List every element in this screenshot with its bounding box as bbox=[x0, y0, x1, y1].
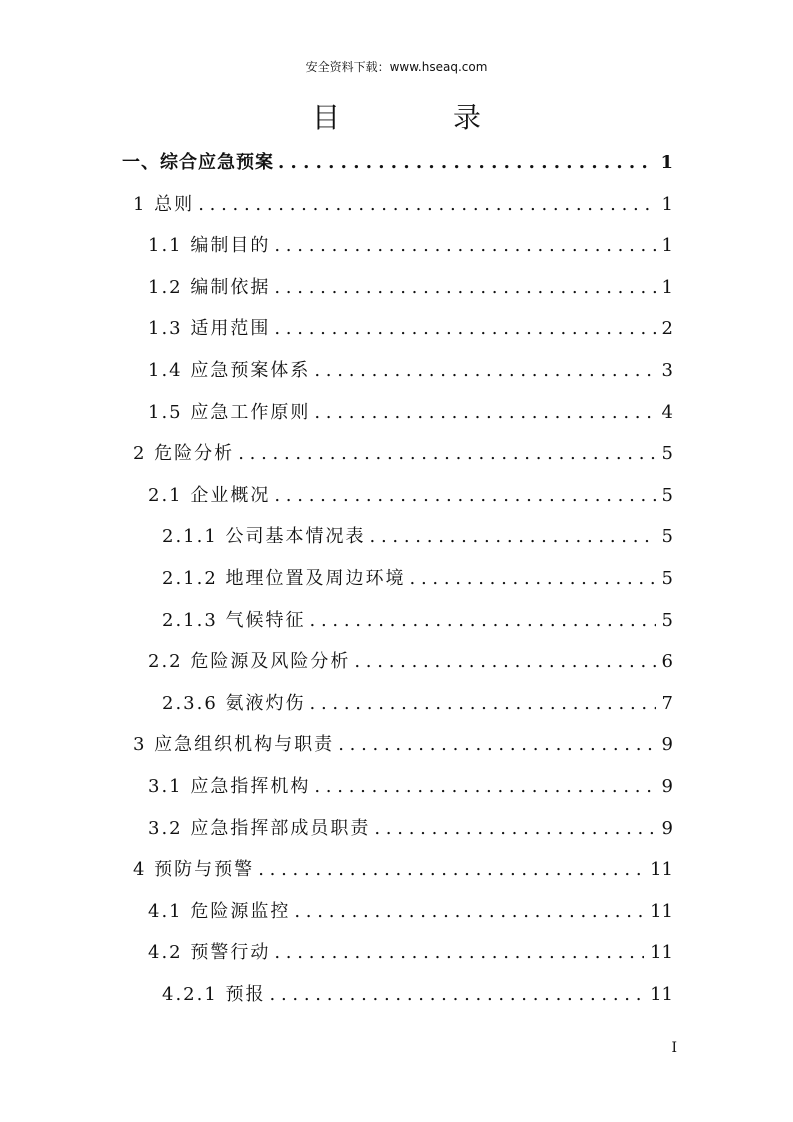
toc-entry[interactable] bbox=[133, 437, 673, 471]
toc-entry-page: 5 bbox=[661, 443, 673, 465]
toc-entry-page: 6 bbox=[661, 651, 673, 673]
toc-entry-label: 1.2 编制依据 bbox=[148, 276, 271, 298]
toc-entry-label: 4.2 预警行动 bbox=[148, 942, 271, 964]
dot-leader bbox=[274, 271, 655, 305]
toc-entry[interactable] bbox=[162, 562, 673, 596]
dot-leader bbox=[274, 479, 655, 513]
page-number: I bbox=[671, 1040, 677, 1056]
toc-entry-page: 2 bbox=[661, 318, 673, 340]
dot-leader bbox=[354, 645, 655, 679]
toc-entry-page: 1 bbox=[660, 152, 673, 173]
dot-leader bbox=[274, 312, 655, 346]
toc-entry-page: 11 bbox=[650, 900, 673, 922]
dot-leader bbox=[314, 354, 655, 388]
toc-entry-label: 1 总则 bbox=[133, 193, 195, 215]
toc-entry-label: 1.5 应急工作原则 bbox=[148, 401, 311, 423]
toc-entry-page: 4 bbox=[661, 401, 673, 423]
toc-entry[interactable] bbox=[148, 271, 673, 305]
toc-entry[interactable] bbox=[133, 853, 673, 887]
toc-entry-label: 3.1 应急指挥机构 bbox=[148, 776, 311, 797]
toc-entry-page: 7 bbox=[661, 692, 673, 714]
toc-entry[interactable] bbox=[148, 645, 673, 679]
toc-entry[interactable] bbox=[148, 312, 673, 346]
toc-entry-label: 2.1.2 地理位置及周边环境 bbox=[162, 568, 406, 589]
dot-leader bbox=[270, 978, 645, 1012]
dot-leader bbox=[338, 728, 655, 762]
dot-leader bbox=[314, 396, 655, 430]
dot-leader bbox=[278, 146, 654, 180]
toc-entry-label: 2.1.1 公司基本情况表 bbox=[162, 526, 366, 548]
toc-entry[interactable] bbox=[148, 936, 673, 970]
toc-entry[interactable] bbox=[148, 479, 673, 513]
toc-entry-page: 11 bbox=[650, 942, 673, 964]
toc-entry[interactable] bbox=[133, 728, 673, 762]
toc-entry-page: 5 bbox=[661, 484, 673, 506]
toc-entry-page: 5 bbox=[661, 526, 673, 548]
dot-leader bbox=[374, 812, 655, 846]
toc-entry-label: 4.2.1 预报 bbox=[162, 984, 266, 1005]
toc-entry-page: 3 bbox=[661, 360, 673, 381]
toc-entry-label: 2.2 危险源及风险分析 bbox=[148, 651, 351, 673]
toc-entry[interactable] bbox=[148, 812, 673, 846]
dot-leader bbox=[198, 188, 655, 222]
toc-entry-label: 1.3 适用范围 bbox=[148, 318, 271, 340]
toc-entry[interactable] bbox=[148, 354, 673, 388]
toc-entry-label: 4.1 危险源监控 bbox=[148, 900, 291, 922]
toc-entry-page: 5 bbox=[661, 568, 673, 589]
toc-entry[interactable] bbox=[148, 770, 673, 804]
dot-leader bbox=[238, 437, 655, 471]
toc-entry-label: 1.1 编制目的 bbox=[148, 235, 271, 257]
toc-entry-page: 1 bbox=[661, 276, 673, 298]
toc-entry-label: 2.1.3 气候特征 bbox=[162, 609, 306, 631]
dot-leader bbox=[310, 687, 656, 721]
toc-entry[interactable] bbox=[148, 229, 673, 263]
toc-entry-page: 1 bbox=[661, 193, 673, 215]
dot-leader bbox=[370, 520, 656, 554]
toc-entry-label: 2.1 企业概况 bbox=[148, 484, 271, 506]
toc-entry-page: 5 bbox=[661, 609, 673, 631]
toc-entry-page: 9 bbox=[661, 817, 673, 839]
dot-leader bbox=[274, 229, 655, 263]
toc-entry[interactable] bbox=[122, 146, 673, 180]
toc-entry[interactable] bbox=[162, 520, 673, 554]
toc-entry-label: 3 应急组织机构与职责 bbox=[133, 734, 335, 756]
toc-entry[interactable] bbox=[162, 604, 673, 638]
toc-entry-label: 4 预防与预警 bbox=[133, 859, 255, 881]
toc-entry-label: 1.4 应急预案体系 bbox=[148, 360, 311, 381]
dot-leader bbox=[274, 936, 644, 970]
toc-entry-label: 2 危险分析 bbox=[133, 443, 235, 465]
toc-entry-page: 9 bbox=[661, 734, 673, 756]
toc-entry-page: 11 bbox=[650, 984, 673, 1005]
dot-leader bbox=[294, 895, 644, 929]
toc-entry[interactable] bbox=[133, 188, 673, 222]
toc-entry[interactable] bbox=[148, 396, 673, 430]
page-header: 安全资料下载：www.hseaq.com bbox=[305, 60, 488, 74]
toc-entry-label: 3.2 应急指挥部成员职责 bbox=[148, 817, 371, 839]
toc-entry-page: 11 bbox=[650, 859, 673, 881]
page-title: 目 录 bbox=[312, 101, 533, 134]
dot-leader bbox=[410, 562, 656, 596]
toc-entry-label: 一、综合应急预案 bbox=[122, 152, 274, 173]
toc-entry[interactable] bbox=[148, 895, 673, 929]
toc-entry-page: 9 bbox=[661, 776, 673, 797]
toc-entry[interactable] bbox=[162, 687, 673, 721]
toc-entry[interactable] bbox=[162, 978, 673, 1012]
dot-leader bbox=[314, 770, 655, 804]
dot-leader bbox=[310, 604, 656, 638]
toc-entry-label: 2.3.6 氨液灼伤 bbox=[162, 692, 306, 714]
dot-leader bbox=[258, 853, 644, 887]
toc-entry-page: 1 bbox=[661, 235, 673, 257]
